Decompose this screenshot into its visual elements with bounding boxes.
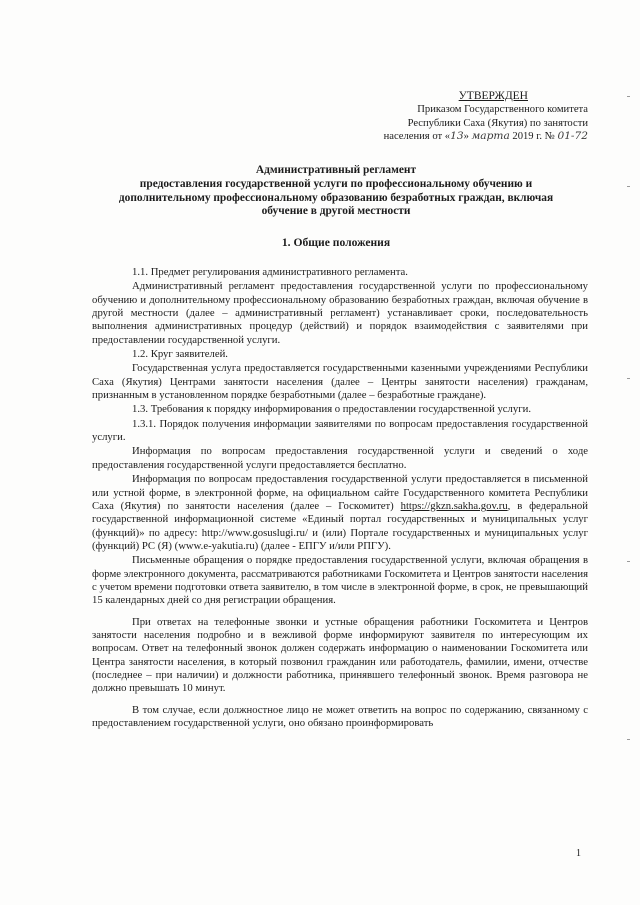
- page-number: 1: [576, 848, 581, 859]
- approval-date-line: [338, 130, 588, 143]
- paragraph: 1.1. Предмет регулирования административного регламента.: [132, 266, 408, 278]
- approval-date-prefix: населения от «: [383, 131, 451, 143]
- paragraph: Государственная услуга предоставляется государственными казенными учреждениями Республики Саха (Якутия) Центрами занятости населения (далее – Центры занятости населения) гражданам, признанным в установленном порядке безработными (далее – безработные граждане).: [92, 362, 588, 402]
- handwritten-month: марта: [471, 130, 510, 143]
- scan-edge-mark: [627, 561, 630, 562]
- scan-edge-mark: [627, 739, 630, 740]
- title-line-3: дополнительному профессиональному образованию безработных граждан, включая: [118, 191, 554, 204]
- approval-line-2: Республики Саха (Якутия) по занятости: [407, 117, 588, 129]
- paragraph: В том случае, если должностное лицо не может ответить на вопрос по содержанию, связанному с предоставлением государственной услуги, оно обязано проинформировать: [92, 703, 588, 729]
- paragraph: 1.2. Круг заявителей.: [132, 348, 228, 361]
- handwritten-order-number: 01-72: [557, 130, 588, 143]
- committee-website-link[interactable]: https://gkzn.sakha.gov.ru: [400, 499, 508, 512]
- title-line-4: обучение в другой местности: [261, 205, 411, 218]
- scan-edge-mark: [627, 378, 630, 379]
- approved-label: УТВЕРЖДЕН: [458, 90, 528, 102]
- paragraph: 1.3.1. Порядок получения информации заявителями по вопросам предоставления государственной услуги.: [92, 417, 588, 444]
- section-heading: 1. Общие положения: [281, 236, 391, 249]
- title-line-1: Административный регламент: [255, 164, 417, 176]
- paragraph: 1.3. Требования к порядку информирования о предоставлении государственной услуги.: [132, 403, 531, 416]
- info-text-after: , в федеральной государственной информационной системе «Единый портал государственных и муниципальных услуг (функций)» по адресу: http://www.gosuslugi.ru/ и (или) Портале государственных и муниципальных услуг (функций) РС (Я) (www.e-yakutia.ru) (далее - ЕПГУ и/или РПГУ).: [92, 499, 588, 552]
- paragraph: Письменные обращения о порядке предоставления государственной услуги, включая обращения в форме электронного документа, рассматриваются работниками Госкомитета и Центров занятости населения с учетом времени подготовки ответа заявителю, в том числе в электронной форме, в срок, не превышающий 15 календарных дней со дня регистрации обращения.: [92, 554, 588, 607]
- paragraph: Информация по вопросам предоставления государственной услуги и сведений о ходе предоставления государственной услуги предоставляется бесплатно.: [92, 445, 588, 471]
- scan-edge-mark: [627, 96, 630, 97]
- approval-year: 2019 г. №: [509, 131, 558, 143]
- handwritten-day: 13: [450, 130, 464, 143]
- info-text-before: Информация по вопросам предоставления государственной услуги предоставляется в письменной или устной форме, в электронной форме, на официальном сайте Государственного комитета Республики Саха (Якутия) по занятости населения (далее – Госкомитет): [92, 473, 588, 512]
- paragraph-info: [92, 473, 588, 553]
- scan-edge-mark: [627, 186, 630, 187]
- approval-date-sep: »: [463, 131, 472, 143]
- paragraph: Административный регламент предоставления государственной услуги по профессиональному обучению и дополнительному профессиональному образованию безработных граждан, включая обучение в другой местности (далее – административный регламент) устанавливает сроки, последовательность выполнения административных процедур (действий) и порядок взаимодействия с заявителями при предоставлении государственной услуги.: [92, 280, 588, 346]
- approval-stamp: [338, 90, 588, 144]
- title-line-2: предоставления государственной услуги по профессиональному обучению и: [139, 177, 533, 190]
- approval-line-1: Приказом Государственного комитета: [417, 104, 588, 116]
- paragraph: При ответах на телефонные звонки и устные обращения работники Госкомитета и Центров занятости населения подробно и в вежливой форме информируют заявителя по интересующим их вопросам. Ответ на телефонный звонок должен содержать информацию о наименовании Госкомитета или Центра занятости населения, в который позвонил гражданин или работодатель, фамилии, имени, отчестве (последнее – при наличии) и должности работника, принявшего телефонный звонок. Время разговора не должно превышать 10 минут.: [92, 615, 588, 695]
- regulation-title: [96, 164, 576, 219]
- document-body: [92, 266, 588, 731]
